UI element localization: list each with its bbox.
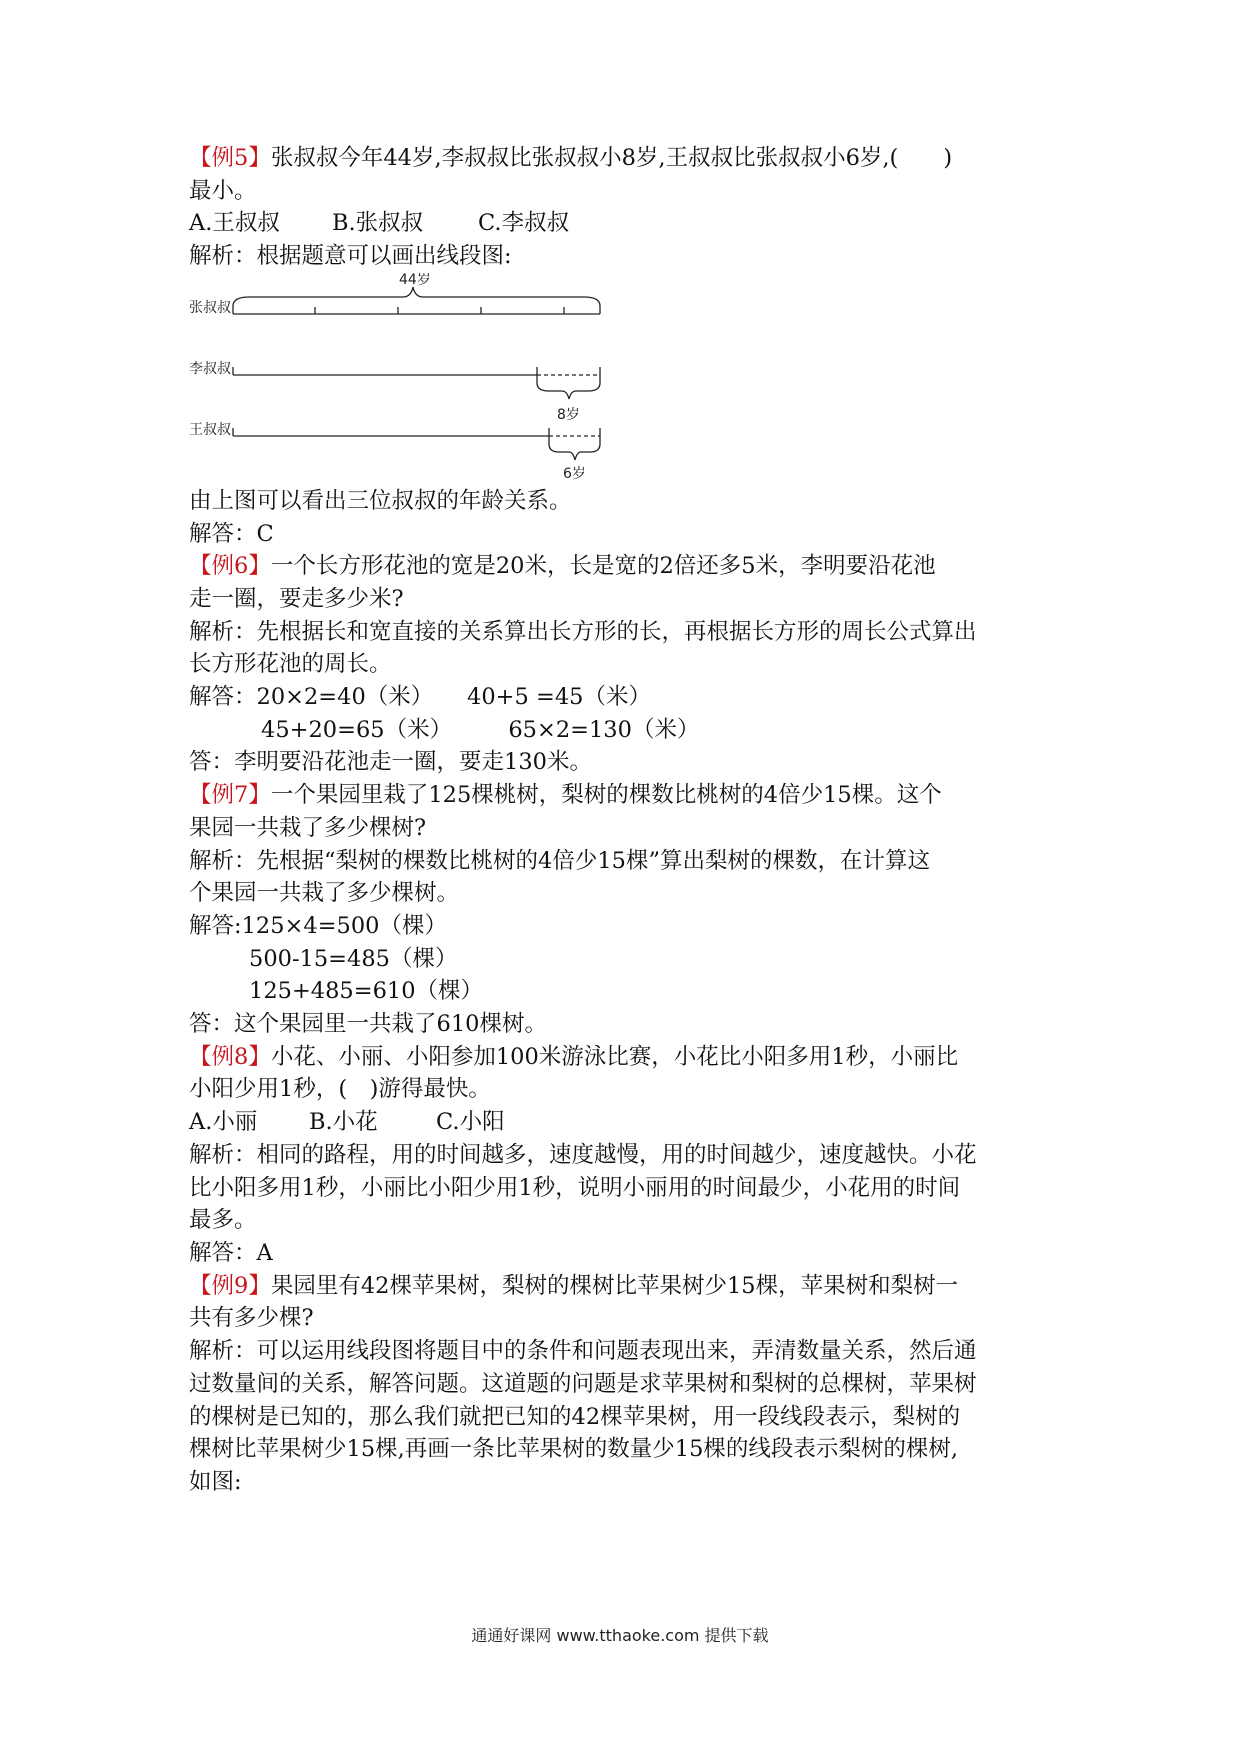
line-segment-diagram — [189, 273, 1062, 485]
li-diff-label: 8岁 — [557, 406, 580, 423]
ex8-analysis-line1: 解析：相同的路程，用的时间越多，速度越慢，用的时间越少，速度越快。小花 — [189, 1141, 977, 1168]
ex5-choice-b: B.张叔叔 — [332, 210, 424, 237]
ex7-solution-line3: 125+485=610（棵） — [249, 978, 484, 1005]
document-body — [189, 142, 1062, 1499]
ex5-choice-c: C.李叔叔 — [478, 210, 570, 237]
ex7-tag: 【例7】 — [189, 782, 271, 809]
wang-diff-label: 6岁 — [563, 465, 586, 482]
ex6-analysis-line2: 长方形花池的周长。 — [189, 651, 392, 678]
ex5-tag: 【例5】 — [189, 145, 271, 171]
ex8-answer: 解答：A — [189, 1239, 273, 1266]
ex8-analysis-line3: 最多。 — [189, 1207, 257, 1234]
ex5-choices — [189, 207, 1062, 240]
ex5-analysis: 解析：根据题意可以画出线段图: — [189, 243, 512, 270]
wang-segment — [233, 428, 600, 460]
ex8-choices — [189, 1106, 1062, 1139]
ex7-question-line2: 果园一共栽了多少棵树? — [189, 814, 427, 841]
segment-diagram-svg — [189, 273, 1062, 485]
ex8-choice-b: B.小花 — [309, 1109, 378, 1136]
ex9-question-line2: 共有多少棵? — [189, 1305, 314, 1332]
ex6-final-answer: 答：李明要沿花池走一圈，要走130米。 — [189, 749, 592, 776]
ex9-tag: 【例9】 — [189, 1272, 271, 1299]
page-footer: 通通好课网 www.tthaoke.com 提供下载 — [471, 1626, 769, 1645]
li-segment — [233, 367, 600, 399]
ex6-question-line2: 走一圈，要走多少米? — [189, 585, 404, 612]
ex8-analysis-line2: 比小阳多用1秒，小丽比小阳少用1秒，说明小丽用的时间最少，小花用的时间 — [189, 1174, 961, 1201]
ex8-choice-c: C.小阳 — [436, 1109, 505, 1136]
ex5-conclusion: 由上图可以看出三位叔叔的年龄关系。 — [189, 487, 572, 514]
ex7-solution-line2: 500-15=485（棵） — [249, 945, 458, 972]
ex6-question-line1: 【例6】一个长方形花池的宽是20米，长是宽的2倍还多5米，李明要沿花池 — [189, 553, 936, 580]
zhang-age-label: 44岁 — [399, 272, 431, 288]
zhang-segment — [233, 287, 600, 314]
ex5-question-line2: 最小。 — [189, 177, 257, 204]
ex9-analysis-line4: 棵树比苹果树少15棵,再画一条比苹果树的数量少15棵的线段表示梨树的棵树, — [189, 1436, 959, 1463]
ex7-question-line1: 【例7】一个果园里栽了125棵桃树，梨树的棵数比桃树的4倍少15棵。这个 — [189, 782, 942, 809]
ex9-question-line1: 【例9】果园里有42棵苹果树，梨树的棵树比苹果树少15棵，苹果树和梨树一 — [189, 1272, 959, 1299]
ex8-question-line1: 【例8】小花、小丽、小阳参加100米游泳比赛，小花比小阳多用1秒，小丽比 — [189, 1043, 959, 1070]
ex7-solution-line1: 解答:125×4=500（棵） — [189, 912, 447, 939]
ex7-analysis-line1: 解析：先根据“梨树的棵数比桃树的4倍少15棵”算出梨树的棵数，在计算这 — [189, 847, 930, 874]
ex5-answer: 解答：C — [189, 520, 274, 547]
ex8-choice-a: A.小丽 — [189, 1109, 258, 1136]
ex9-analysis-line3: 的棵树是已知的，那么我们就把已知的42棵苹果树，用一段线段表示，梨树的 — [189, 1403, 961, 1430]
wang-label: 王叔叔 — [189, 421, 231, 438]
ex5-choice-a: A.王叔叔 — [189, 210, 280, 237]
ex5-question-line1: 【例5】张叔叔今年44岁,李叔叔比张叔叔小8岁,王叔叔比张叔叔小6岁,( ) — [189, 145, 953, 171]
ex9-analysis-line5: 如图: — [189, 1468, 242, 1495]
ex6-solution-line1: 解答：20×2=40（米） 40+5 =45（米） — [189, 684, 651, 711]
ex8-question-line2: 小阳少用1秒，( )游得最快。 — [189, 1076, 491, 1103]
li-label: 李叔叔 — [189, 360, 231, 377]
ex7-analysis-line2: 个果园一共栽了多少棵树。 — [189, 880, 460, 907]
ex7-final-answer: 答：这个果园里一共栽了610棵树。 — [189, 1011, 547, 1038]
ex9-analysis-line2: 过数量间的关系，解答问题。这道题的问题是求苹果树和梨树的总棵树，苹果树 — [189, 1370, 977, 1397]
ex9-analysis-line1: 解析：可以运用线段图将题目中的条件和问题表现出来，弄清数量关系，然后通 — [189, 1338, 977, 1365]
zhang-label: 张叔叔 — [189, 299, 231, 316]
ex6-solution-line2: 45+20=65（米） 65×2=130（米） — [261, 716, 700, 743]
ex8-tag: 【例8】 — [189, 1043, 271, 1070]
ex6-tag: 【例6】 — [189, 553, 271, 580]
ex6-analysis-line1: 解析：先根据长和宽直接的关系算出长方形的长，再根据长方形的周长公式算出 — [189, 618, 977, 645]
